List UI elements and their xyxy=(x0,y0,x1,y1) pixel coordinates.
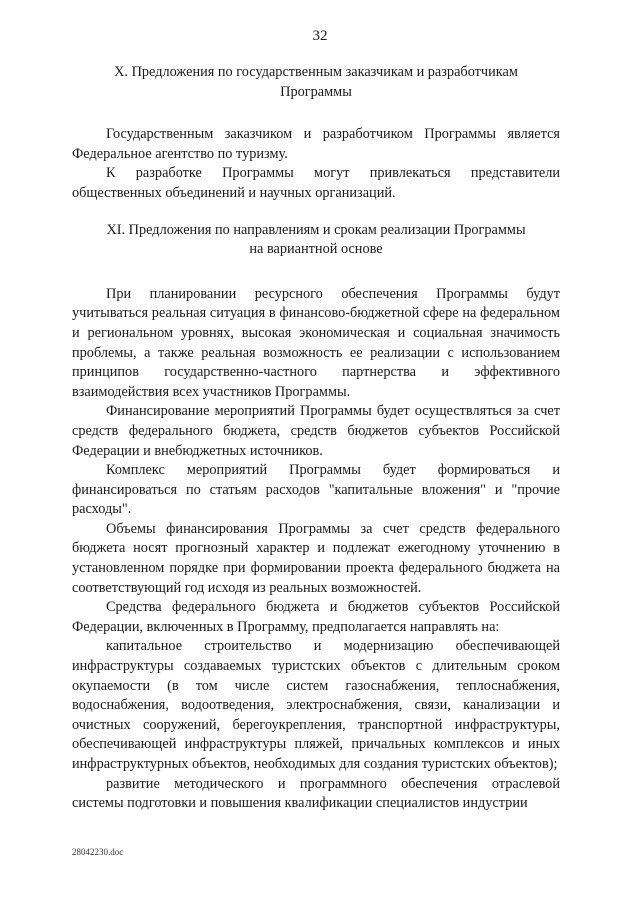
section-10-heading-line-1: X. Предложения по государственным заказчикам и разработчикам xyxy=(114,64,518,80)
paragraph: Объемы финансирования Программы за счет средств федерального бюджета носят прогнозный характер и подлежат ежегодному уточнению в установленном порядке при формировании проекта федерального бюджета на соответствующий год исходя из реальных возможностей. xyxy=(72,520,560,596)
paragraph: Средства федерального бюджета и бюджетов субъектов Российской Федерации, включенных в Программу, предполагается направлять на: xyxy=(72,599,560,635)
list-item: развитие методического и программного обеспечения отраслевой системы подготовки и повышения квалификации специалистов индустрии xyxy=(72,775,560,812)
page-number: 32 xyxy=(312,28,328,44)
paragraph: К разработке Программы могут привлекаться представители общественных объединений и научных организаций. xyxy=(72,165,560,201)
paragraph: Государственным заказчиком и разработчиком Программы является Федеральное агентство по туризму. xyxy=(72,126,560,162)
section-10-heading xyxy=(72,63,560,102)
section-11-heading xyxy=(72,221,560,260)
section-10-heading-line-2: Программы xyxy=(280,83,352,100)
section-11-heading-line-2: на вариантной основе xyxy=(249,241,383,258)
paragraph: Комплекс мероприятий Программы будет формироваться и финансироваться по статьям расходов "капитальные вложения" и "прочие расходы". xyxy=(72,462,560,518)
section-11-heading-line-1: XI. Предложения по направлениям и срокам реализации Программы xyxy=(106,221,526,238)
file-name-footer: 28042230.doc xyxy=(72,847,124,857)
list-item: капитальное строительство и модернизацию обеспечивающей инфраструктуры создаваемых туристских объектов с длительным сроком окупаемости (в том числе систем газоснабжения, теплоснабжения, водоснабжения, водоотведения, электроснабжения, связи, канализации и очистных сооружений, берегоукрепления, транспортной инфраструктуры, обеспечивающей инфраструктуры пляжей, причальных комплексов и иных инфраструктурных объектов, необходимых для создания туристских объектов); xyxy=(72,638,560,772)
paragraph: При планировании ресурсного обеспечения Программы будут учитываться реальная ситуация в финансово-бюджетной сфере на федеральном и региональном уровнях, высокая экономическая и социальная значимость проблемы, а также реальная возможность ее реализации с использованием принципов государственно-частного партнерства и эффективного взаимодействия всех участников Программы. xyxy=(72,285,560,400)
paragraph: Финансирование мероприятий Программы будет осуществляться за счет средств федерального бюджета, средств бюджетов субъектов Российской Федерации и внебюджетных источников. xyxy=(72,403,560,459)
document-body xyxy=(72,63,560,814)
